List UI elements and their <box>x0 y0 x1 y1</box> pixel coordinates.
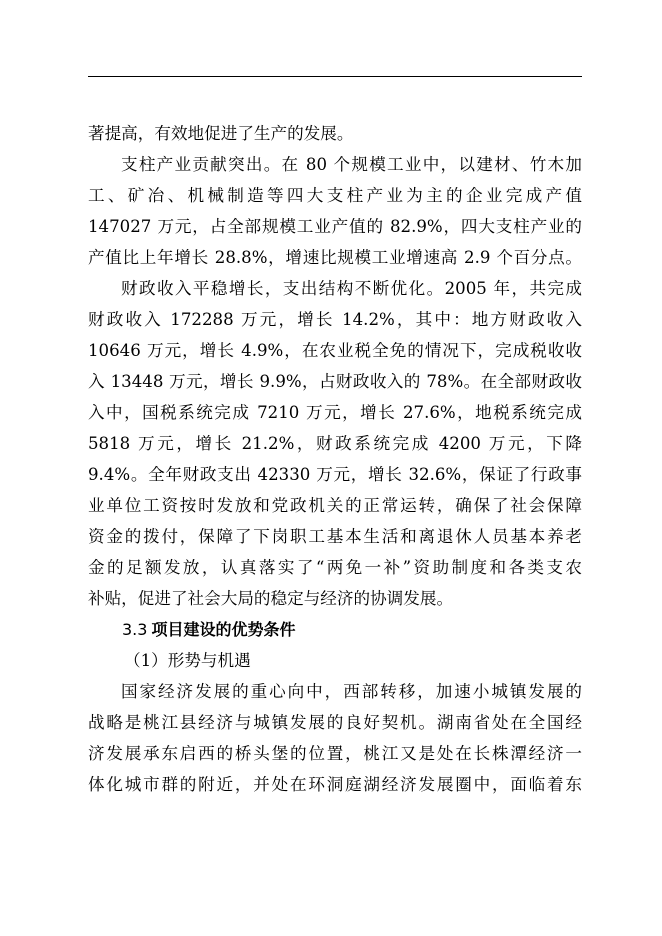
header-rule <box>88 76 582 77</box>
paragraph-line: 业单位工资按时发放和党政机关的正常运转，确保了社会保障 <box>88 496 582 515</box>
paragraph-line: 147027 万元，占全部规模工业产值的 82.9%，四大支柱产业的 <box>88 217 582 236</box>
paragraph-line: 10646 万元，增长 4.9%，在农业税全免的情况下，完成税收收 <box>88 341 582 360</box>
paragraph-line: 财政收入平稳增长，支出结构不断优化。2005 年，共完成 <box>121 279 582 298</box>
paragraph-line: 金的足额发放，认真落实了“两免一补”资助制度和各类支农 <box>88 558 582 577</box>
paragraph-line: 著提高，有效地促进了生产的发展。 <box>88 124 354 143</box>
paragraph-line: 入 13448 万元，增长 9.9%，占财政收入的 78%。在全部财政收 <box>88 372 582 391</box>
paragraph-line: 补贴，促进了社会大局的稳定与经济的协调发展。 <box>88 589 454 608</box>
page-body <box>88 118 582 800</box>
paragraph-line: 资金的拨付，保障了下岗职工基本生活和离退休人员基本养老 <box>88 527 582 546</box>
section-heading-title: 项目建设的优势条件 <box>151 620 296 639</box>
paragraph-line: 产值比上年增长 28.8%，增速比规模工业增速高 2.9 个百分点。 <box>88 248 582 267</box>
paragraph-line: 支柱产业贡献突出。在 80 个规模工业中，以建材、竹木加 <box>121 155 582 174</box>
paragraph-line: 5818 万元，增长 21.2%，财政系统完成 4200 万元，下降 <box>88 434 582 453</box>
paragraph-line: 战略是桃江县经济与城镇发展的良好契机。湖南省处在全国经 <box>88 713 582 732</box>
paragraph-line: 国家经济发展的重心向中，西部转移，加速小城镇发展的 <box>121 682 582 701</box>
section-heading-number: 3.3 <box>122 620 148 639</box>
paragraph-line: 济发展承东启西的桥头堡的位置，桃江又是处在长株潭经济一 <box>88 744 582 763</box>
paragraph-line: 入中，国税系统完成 7210 万元，增长 27.6%，地税系统完成 <box>88 403 582 422</box>
paragraph-line: 9.4%。全年财政支出 42330 万元，增长 32.6%，保证了行政事 <box>88 465 582 484</box>
sub-heading: （1）形势与机遇 <box>124 651 251 670</box>
paragraph-line: 财政收入 172288 万元，增长 14.2%，其中：地方财政收入 <box>88 310 582 329</box>
paragraph-line: 体化城市群的附近，并处在环洞庭湖经济发展圈中，面临着东 <box>88 775 582 794</box>
section-heading <box>88 614 582 645</box>
paragraph-line: 工、矿冶、机械制造等四大支柱产业为主的企业完成产值 <box>88 186 582 205</box>
